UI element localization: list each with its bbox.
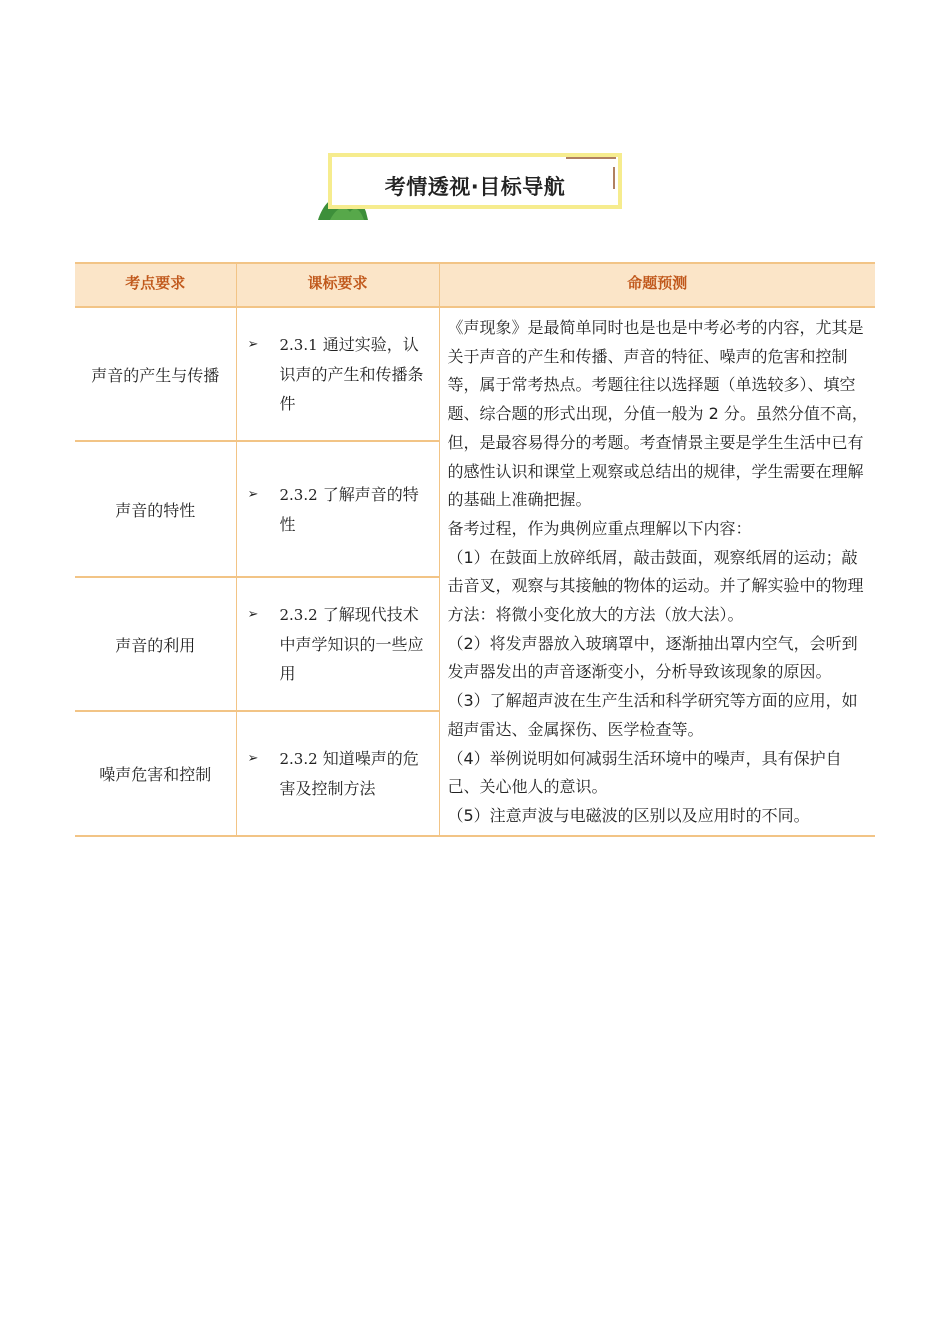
table-row bbox=[75, 307, 875, 441]
header-prediction: 命题预测 bbox=[439, 263, 875, 307]
prediction-paragraph: （2）将发声器放入玻璃罩中，逐渐抽出罩内空气，会听到发声器发出的声音逐渐变小，分析导致该现象的原因。 bbox=[447, 633, 858, 682]
prediction-paragraph: （4）举例说明如何减弱生活环境中的噪声，具有保护自己、关心他人的意识。 bbox=[447, 748, 842, 797]
exam-analysis-table bbox=[75, 262, 875, 837]
prediction-paragraph: （1）在鼓面上放碎纸屑，敲击鼓面，观察纸屑的运动；敲击音叉，观察与其接触的物体的运动。并了解实验中的物理方法：将微小变化放大的方法（放大法）。 bbox=[447, 547, 864, 625]
requirement-cell bbox=[236, 577, 439, 711]
requirement-text: 知道噪声的危害及控制方法 bbox=[279, 749, 419, 799]
banner-accent-line bbox=[566, 157, 616, 159]
prediction-paragraph: 《声现象》是最简单同时也是也是中考必考的内容，尤其是关于声音的产生和传播、声音的特征、噪声的危害和控制等，属于常考热点。考题往往以选择题（单选较多）、填空题、综合题的形式出现，分值一般为 2 分。虽然分值不高，但，是最容易得分的考题。考查情景主要是学生生活中已有的感性认识和课堂上观察或总结出的规律，学生需要在理解的基础上准确把握。 bbox=[447, 318, 868, 510]
prediction-paragraph: （3）了解超声波在生产生活和科学研究等方面的应用，如超声雷达、金属探伤、医学检查等。 bbox=[447, 691, 858, 739]
point-cell: 声音的利用 bbox=[75, 577, 236, 711]
section-banner bbox=[316, 150, 628, 220]
point-cell: 声音的特性 bbox=[75, 441, 236, 576]
requirement-code: 2.3.2 bbox=[279, 606, 318, 625]
requirement-text: 了解声音的特性 bbox=[279, 484, 419, 534]
requirement-cell bbox=[236, 307, 439, 441]
prediction-paragraph: （5）注意声波与电磁波的区别以及应用时的不同。 bbox=[447, 805, 810, 825]
banner-accent-bar bbox=[613, 167, 615, 189]
requirement-code: 2.3.2 bbox=[279, 485, 318, 504]
requirement-cell bbox=[236, 711, 439, 835]
point-cell: 声音的产生与传播 bbox=[75, 307, 236, 441]
prediction-paragraph: 备考过程，作为典例应重点理解以下内容： bbox=[447, 518, 752, 538]
requirement-text: 了解现代技术中声学知识的一些应用 bbox=[279, 605, 424, 684]
arrow-bullet-icon: ➢ bbox=[247, 486, 259, 502]
requirement-text: 通过实验，认识声的产生和传播条件 bbox=[279, 335, 424, 414]
requirement-code: 2.3.2 bbox=[279, 750, 318, 769]
header-standard: 课标要求 bbox=[236, 263, 439, 307]
arrow-bullet-icon: ➢ bbox=[247, 337, 259, 353]
requirement-cell bbox=[236, 441, 439, 576]
requirement-code: 2.3.1 bbox=[279, 336, 318, 355]
prediction-cell bbox=[439, 307, 875, 836]
point-cell: 噪声危害和控制 bbox=[75, 711, 236, 835]
banner-title: 考情透视·目标导航 bbox=[384, 175, 566, 199]
table-header-row bbox=[75, 263, 875, 307]
header-point: 考点要求 bbox=[75, 263, 236, 307]
arrow-bullet-icon: ➢ bbox=[247, 751, 259, 767]
arrow-bullet-icon: ➢ bbox=[247, 607, 259, 623]
banner-frame bbox=[328, 153, 622, 209]
